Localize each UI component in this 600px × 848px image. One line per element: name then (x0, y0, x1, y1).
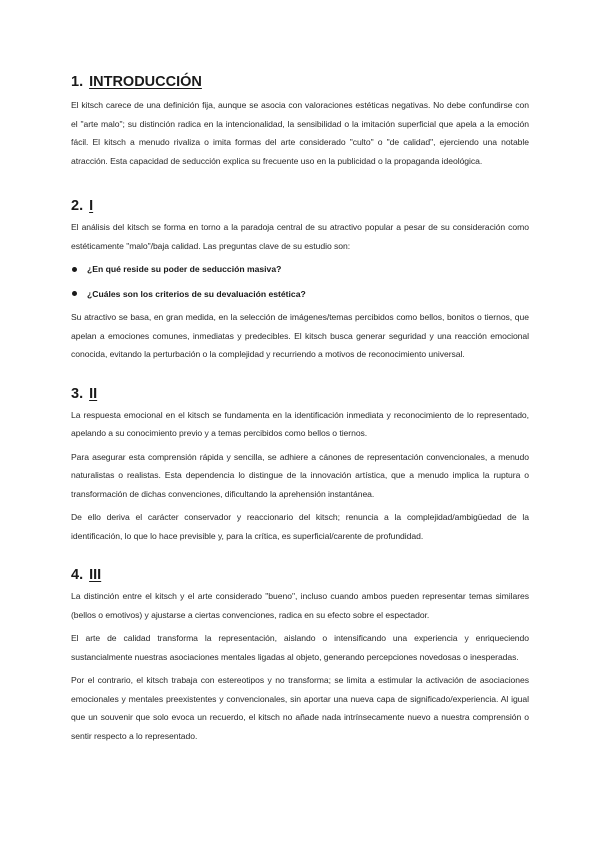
paragraph: El arte de calidad transforma la representación, aislando o intensificando una experiencia y enriqueciendo sustancialmente nuestras asociaciones mentales ligadas al objeto, generando percepciones novedosas o inesperadas. (71, 633, 529, 662)
section-introduccion (71, 74, 529, 170)
section-heading (71, 198, 529, 214)
paragraph: Su atractivo se basa, en gran medida, en la selección de imágenes/temas percibidos como bellos, bonitos o tiernos, que apelan a emociones comunes, inmediatas y predecibles. El kitsch busca generar seguridad y una reacción emocional conocida, evitando la perturbación o la complejidad y recurriendo a motivos de reconocimiento universal. (71, 312, 529, 359)
list-item-text: ¿En qué reside su poder de seducción masiva? (87, 264, 282, 274)
list-item-text: ¿Cuáles son los criterios de su devaluación estética? (87, 288, 306, 299)
question-list (71, 260, 529, 303)
section-heading (71, 386, 529, 402)
section-number: 2. (71, 198, 84, 214)
paragraph: De ello deriva el carácter conservador y reaccionario del kitsch; renuncia a la complejidad/ambigüedad de la identificación, lo que lo hace previsible y, para la crítica, es superficial/carente de profundidad. (71, 512, 529, 541)
list-item (71, 260, 529, 279)
section-number: 1. (71, 74, 84, 90)
section-title: III (89, 567, 102, 583)
section-number: 3. (71, 385, 84, 402)
paragraph: Para asegurar esta comprensión rápida y sencilla, se adhiere a cánones de representación convencionales, a menudo naturalistas o realistas. Esta dependencia lo distingue de la innovación artística, que a menudo implica la ruptura o transformación de dichas convenciones, dificultando la aprehensión instantánea. (71, 451, 529, 499)
section-iii (71, 567, 529, 745)
section-number: 4. (71, 567, 84, 583)
section-heading (71, 567, 529, 583)
bullet-icon (72, 291, 77, 296)
section-title: INTRODUCCIÓN (89, 74, 202, 90)
section-title: I (89, 198, 94, 214)
paragraph: El análisis del kitsch se forma en torno a la paradoja central de su atractivo popular a pesar de su consideración como estéticamente "malo"/baja calidad. Las preguntas clave de su estudio son: (71, 222, 529, 251)
paragraph: La distinción entre el kitsch y el arte considerado "bueno", incluso cuando ambos pueden representar temas similares (bellos o emotivos) y ajustarse a ciertas convenciones, radica en su efecto sobre el espectador. (71, 591, 529, 620)
section-i (71, 198, 529, 364)
section-heading (71, 74, 529, 90)
list-item (71, 285, 529, 304)
bullet-icon (72, 267, 77, 272)
section-ii (71, 386, 529, 546)
paragraph: El kitsch carece de una definición fija, aunque se asocia con valoraciones estéticas negativas. No debe confundirse con el "arte malo"; su distinción radica en la intencionalidad, la sensibilidad o la imitación superficial que apela a la emoción fácil. El kitsch a menudo rivaliza o imita formas del arte considerado "culto" o "de calidad", ejerciendo una notable atracción. Esta capacidad de seducción explica su frecuente uso en la publicidad o la propaganda ideológica. (71, 100, 529, 166)
paragraph: La respuesta emocional en el kitsch se fundamenta en la identificación inmediata y reconocimiento de lo representado, apelando a su conocimiento previo y a temas percibidos como bellos o tiernos. (71, 409, 529, 438)
paragraph: Por el contrario, el kitsch trabaja con estereotipos y no transforma; se limita a estimular la activación de asociaciones emocionales y mentales preexistentes y convencionales, sin aportar una nueva capa de significado/experiencia. Al igual que un souvenir que solo evoca un recuerdo, el kitsch no añade nada intrínsecamente nuevo a nuestra comprensión o sentir respecto a lo representado. (71, 675, 529, 741)
section-title: II (89, 385, 98, 402)
